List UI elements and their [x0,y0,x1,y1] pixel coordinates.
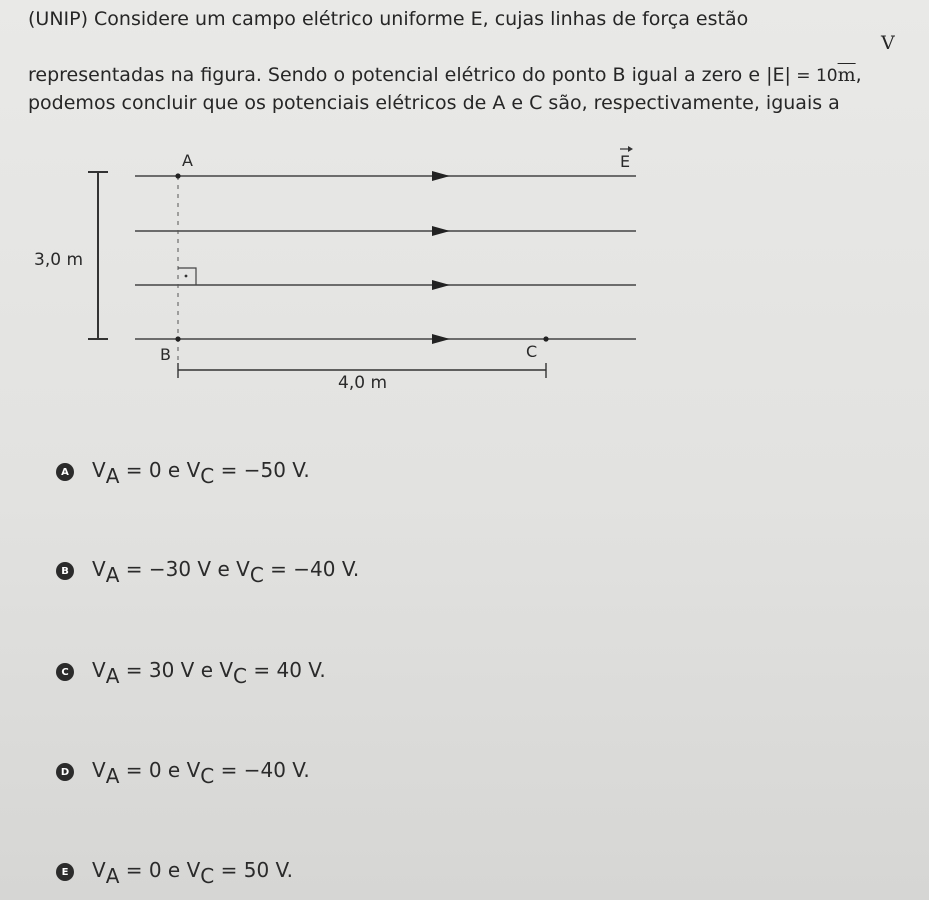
option-d-text[interactable]: $V_A = 0$ e $V_C = -40$ V. [92,758,310,788]
point-c [543,336,548,341]
question-line-1: (UNIP) Considere um campo elétrico uniforme E, cujas linhas de força estão [28,8,749,30]
vertical-dimension-label: 3,0 m [34,250,83,270]
e-vector-arrowhead [628,146,633,152]
option-e-badge[interactable]: E [56,863,74,881]
field-magnitude: |E| [766,64,791,86]
point-a [175,173,180,178]
option-a-badge[interactable]: A [56,463,74,481]
question-line-2: representadas na figura. Sendo o potencial elétrico do ponto B igual a zero e $|E| = 10\overline{m}$, [28,64,862,86]
unit-denominator: $\overline{m}$ [837,64,856,86]
field-line-1 [135,171,636,181]
option-b-badge[interactable]: B [56,562,74,580]
option-d-badge[interactable]: D [56,763,74,781]
option-c-text[interactable]: $V_A = 30$ V e $V_C = 40$ V. [92,658,326,688]
option-e-text[interactable]: $V_A = 0$ e $V_C = 50$ V. [92,858,293,888]
option-c-badge[interactable]: C [56,663,74,681]
field-line-3 [135,280,636,290]
question-line-3: podemos concluir que os potenciais elétricos de A e C são, respectivamente, iguais a [28,92,840,114]
point-b [175,336,180,341]
label-e-vector: E [620,152,631,171]
horizontal-dimension-label: 4,0 m [338,373,387,393]
label-c: C [526,342,538,361]
option-b-text[interactable]: $V_A = -30$ V e $V_C = -40$ V. [92,557,360,587]
label-b: B [160,345,171,364]
option-a-text[interactable]: $V_A = 0$ e $V_C = -50$ V. [92,458,310,488]
field-diagram [0,0,929,420]
right-angle-dot [185,275,188,278]
field-line-4 [135,334,636,344]
field-line-2 [135,226,636,236]
label-a: A [182,151,193,170]
unit-numerator: V [881,32,895,54]
